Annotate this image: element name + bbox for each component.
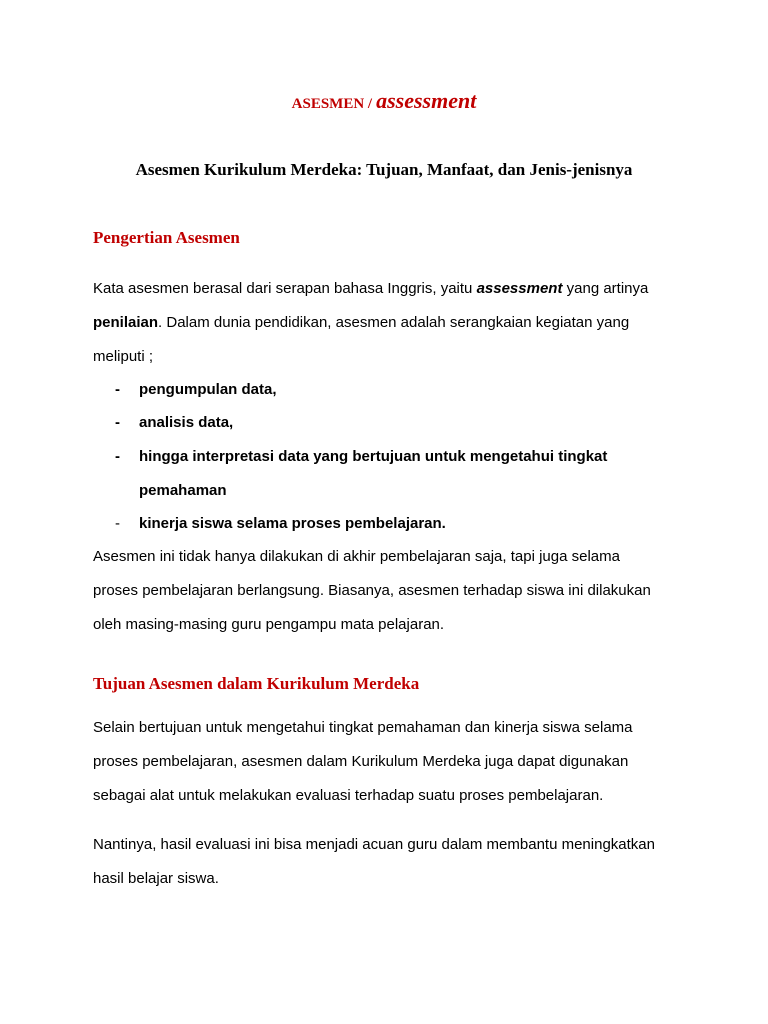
list-item: kinerja siswa selama proses pembelajaran. (139, 515, 446, 532)
paragraph-line: sebagai alat untuk melakukan evaluasi terhadap suatu proses pembelajaran. (93, 787, 604, 804)
paragraph-line (93, 280, 648, 298)
document-subtitle: Asesmen Kurikulum Merdeka: Tujuan, Manfaat, dan Jenis-jenisnya (135, 160, 633, 179)
paragraph-line: meliputi ; (93, 348, 154, 365)
list-item: hingga interpretasi data yang bertujuan untuk mengetahui tingkat (139, 448, 608, 465)
list-item: analisis data, (139, 414, 234, 431)
paragraph-line: proses pembelajaran berlangsung. Biasanya, asesmen terhadap siswa ini dilakukan (93, 582, 651, 599)
paragraph-line: oleh masing-masing guru pengampu mata pelajaran. (93, 616, 445, 633)
section-heading-pengertian: Pengertian Asesmen (93, 228, 240, 247)
emphasis-penilaian: penilaian (93, 314, 159, 331)
paragraph-line: Selain bertujuan untuk mengetahui tingkat pemahaman dan kinerja siswa selama (93, 719, 633, 736)
paragraph-line: Asesmen ini tidak hanya dilakukan di akhir pembelajaran saja, tapi juga selama (93, 548, 620, 565)
section-heading-tujuan: Tujuan Asesmen dalam Kurikulum Merdeka (93, 674, 420, 693)
title-term: assessment (376, 88, 477, 113)
paragraph-line: proses pembelajaran, asesmen dalam Kurikulum Merdeka juga dapat digunakan (93, 753, 629, 770)
paragraph-line: hasil belajar siswa. (93, 870, 219, 887)
emphasis-assessment: assessment (476, 280, 563, 297)
list-item: pengumpulan data, (139, 381, 277, 398)
text-span: . Dalam dunia pendidikan, asesmen adalah serangkaian kegiatan yang (158, 314, 630, 331)
paragraph-line: Nantinya, hasil evaluasi ini bisa menjadi acuan guru dalam membantu meningkatkan (93, 836, 655, 853)
bullet-marker: - (115, 414, 120, 431)
bullet-marker: - (115, 515, 120, 532)
paragraph-line (93, 314, 629, 332)
bullet-marker: - (115, 448, 120, 465)
list-item-continuation: pemahaman (139, 482, 227, 499)
text-span: yang artinya (562, 280, 649, 297)
text-span: Kata asesmen berasal dari serapan bahasa Inggris, yaitu (93, 280, 477, 297)
bullet-marker: - (115, 381, 120, 398)
title-prefix: ASESMEN / (291, 96, 373, 112)
document-title (0, 88, 768, 114)
